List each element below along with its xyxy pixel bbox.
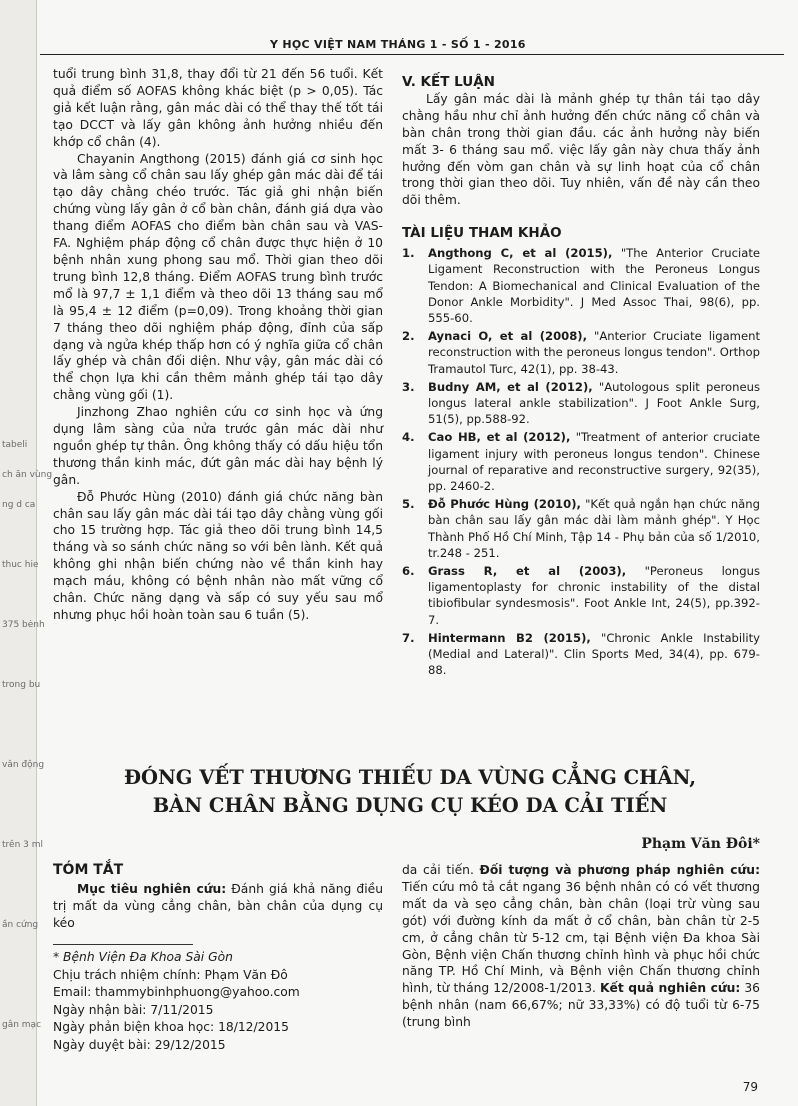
paragraph: Đỗ Phước Hùng (2010) đánh giá chức năng bàn chân sau lấy gân mác dài tái tạo dây chằng vùng gối cho 15 trường hợp. Tác giả theo dõi trung bình 14,5 tháng và so sánh chức năng so với bên lành. Kết quả không ghi nhận biến chứng nào về thần kinh hay mạch máu, không có bệnh nhân nào mất vững cổ chân. Chức năng dạng và sấp có suy yếu sau mổ nhưng phục hồi hoàn toàn sau 6 tuần (5). [53, 489, 383, 622]
footnote [53, 949, 300, 1054]
references-heading: TÀI LIỆU THAM KHẢO [402, 225, 562, 242]
edge-fragment: ần cứng [2, 920, 39, 930]
page-number: 79 [742, 1080, 758, 1094]
edge-fragment: ch ăn vùng [2, 470, 53, 480]
edge-fragment: trên 3 ml [2, 840, 43, 850]
footnote-responsible: Chịu trách nhiệm chính: Phạm Văn Đô [53, 967, 288, 982]
conclusion-heading: V. KẾT LUẬN [402, 74, 495, 90]
abstract-continuation: da cải tiến. Đối tượng và phương pháp nghiên cứu: Tiến cứu mô tả cắt ngang 36 bệnh nhân có có vết thương mất da và sẹo cẳng chân, bàn chân (loại trừ vùng sau gót) với đường kính da mất ở cổ chân, bàn chân từ 2-5 cm, ở cẳng chân từ 5-12 cm, tại Bệnh viện Đa khoa Sài Gòn, Bệnh viện Chấn thương chỉnh hình và phục hồi chức năng TP. Hồ Chí Minh, và Bệnh viện Chấn thương chỉnh hình, từ tháng 12/2008-1/2013. Kết quả nghiên cứu: 36 bệnh nhân (nam 66,67%; nữ 33,33%) có độ tuổi từ 6-75 (trung bình [402, 863, 760, 1030]
article-title [40, 764, 780, 820]
reference-list [402, 245, 760, 678]
reference-item: 2. Aynaci O, et al (2008), "Anterior Cruciate ligament reconstruction with the peroneus longus tendon". Orthop Tramautol Turc, 42(1), pp. 38-43. [402, 329, 760, 376]
reference-item: 7. Hintermann B2 (2015), "Chronic Ankle Instability (Medial and Lateral)". Clin Sports Med, 34(4), pp. 679-88. [402, 630, 760, 678]
conclusion-text: Lấy gân mác dài là mảnh ghép tự thân tái tạo dây chằng hầu như chỉ ảnh hưởng đến chức năng cổ chân và bàn chân trong thời gian đầu. các ảnh hưởng này biến mất 3- 6 tháng sau mổ. việc lấy gân này chưa thấy ảnh hưởng đến vòm gan chân và sự linh hoạt của cổ chân trong thời gian theo dõi. Tuy nhiên, vấn đề này cần theo dõi thêm. [402, 91, 760, 208]
footnote-divider [53, 944, 193, 945]
article-title-line: BÀN CHÂN BẰNG DỤNG CỤ KÉO DA CẢI TIẾN [152, 794, 668, 817]
footnote-approved: Ngày duyệt bài: 29/12/2015 [53, 1037, 226, 1052]
edge-fragment: gân mạc [2, 1020, 42, 1030]
edge-fragment: tabeli [2, 440, 28, 450]
reference-item: 4. Cao HB, et al (2012), "Treatment of anterior cruciate ligament injury with peroneus longus tendon". Chinese journal of reparative and reconstructive surgery, 92(35), pp. 2460-2. [402, 430, 761, 493]
edge-fragment: thuc hie [2, 560, 39, 570]
running-title: Y HỌC VIỆT NAM THÁNG 1 - SỐ 1 - 2016 [270, 38, 526, 51]
left-column [53, 66, 383, 624]
article-author: Phạm Văn Đôi* [641, 836, 760, 852]
footnote-received: Ngày nhận bài: 7/11/2015 [53, 1002, 214, 1017]
scanned-page-edge [0, 0, 53, 1106]
abstract-heading: TÓM TẮT [53, 862, 124, 878]
paragraph: Jinzhong Zhao nghiên cứu cơ sinh học và ứng dụng lâm sàng của nửa trước gân mác dài như nguồn ghép tự thân. Ông không thấy có dấu hiệu tổn thương thần kinh mác, đứt gân mác dài hay bệnh lý gân. [53, 405, 383, 487]
edge-fragment: trong bu [2, 680, 41, 690]
paragraph: Chayanin Angthong (2015) đánh giá cơ sinh học và lâm sàng cổ chân sau lấy ghép gân mác dài để tái tạo dây chằng chéo trước. Tác giả ghi nhận biến chứng vùng lấy gân ở cổ bàn chân, đánh giá dựa vào thang điểm AOFAS cho điểm bàn chân sau và VAS-FA. Nghiệm pháp động cổ chân được thực hiện ở 10 bệnh nhân xung phong sau mổ. Thời gian theo dõi trung bình 12,8 tháng. Điểm AOFAS trung bình trước mổ là 97,7 ± 1,1 điểm và theo dõi 13 tháng sau mổ là 95,4 ± 12 điểm (p=0,09). Trong khoảng thời gian 7 tháng theo dõi nghiệm pháp động, đỉnh của sấp dạng và ngửa khép thấp hơn có ý nghĩa giữa cổ chân lấy ghép và chân đối diện. Như vậy, gân mác dài có thể chọn lựa khi cần thêm mảnh ghép tái tạo dây chằng vùng gối (1). [53, 151, 383, 403]
paragraph: tuổi trung bình 31,8, thay đổi từ 21 đến 56 tuổi. Kết quả điểm số AOFAS không khác biệt (p > 0,05). Tác giả kết luận rằng, gân mác dài có thể thay thế tốt tái tạo DCCT và lấy gân không ảnh hưởng nhiều đến khớp cổ chân (4). [53, 67, 383, 149]
abstract-objective: Mục tiêu nghiên cứu: Đánh giá khả năng điều trị mất da vùng cẳng chân, bàn chân của dụng cụ kéo [53, 882, 383, 930]
reference-item: 3. Budny AM, et al (2012), "Autologous split peroneus longus lateral ankle stabilization". J Foot Ankle Surg, 51(5), pp.588-92. [402, 379, 760, 427]
edge-fragment: vân động [2, 760, 45, 770]
footnote-email: Email: thammybinhphuong@yahoo.com [53, 985, 300, 999]
edge-fragment: 375 bėnh [2, 620, 45, 630]
reference-item: 5. Đỗ Phước Hùng (2010), "Kết quả ngắn hạn chức năng bàn chân sau lấy gân mác dài làm mảnh ghép". Y Học Thành Phố Hồ Chí Minh, Tập 14 - Phụ bản của số 1/2010, tr.248 - 251. [402, 497, 760, 560]
footnote-affiliation: * Bệnh Viện Đa Khoa Sài Gòn [53, 950, 233, 964]
running-header [40, 38, 784, 55]
right-column [402, 74, 760, 680]
edge-fragment: ng d ca [2, 500, 36, 510]
article-title-line: ĐÓNG VẾT THƯƠNG THIẾU DA VÙNG CẲNG CHÂN, [123, 766, 697, 789]
abstract-left [53, 862, 383, 932]
reference-item: 1. Angthong C, et al (2015), "The Anterior Cruciate Ligament Reconstruction with the Peroneus Longus Tendon: A Biomechanical and Clinical Evaluation of the Donor Ankle Morbidity". J Med Assoc Thai, 98(6), pp. 555-60. [402, 246, 760, 325]
abstract-right [402, 862, 760, 1031]
reference-item: 6. Grass R, et al (2003), "Peroneus longus ligamentoplasty for chronic instability of the distal tibiofibular syndesmosis". Foot Ankle Int, 24(5), pp.392-7. [402, 564, 760, 627]
footnote-reviewed: Ngày phản biện khoa học: 18/12/2015 [53, 1020, 289, 1034]
